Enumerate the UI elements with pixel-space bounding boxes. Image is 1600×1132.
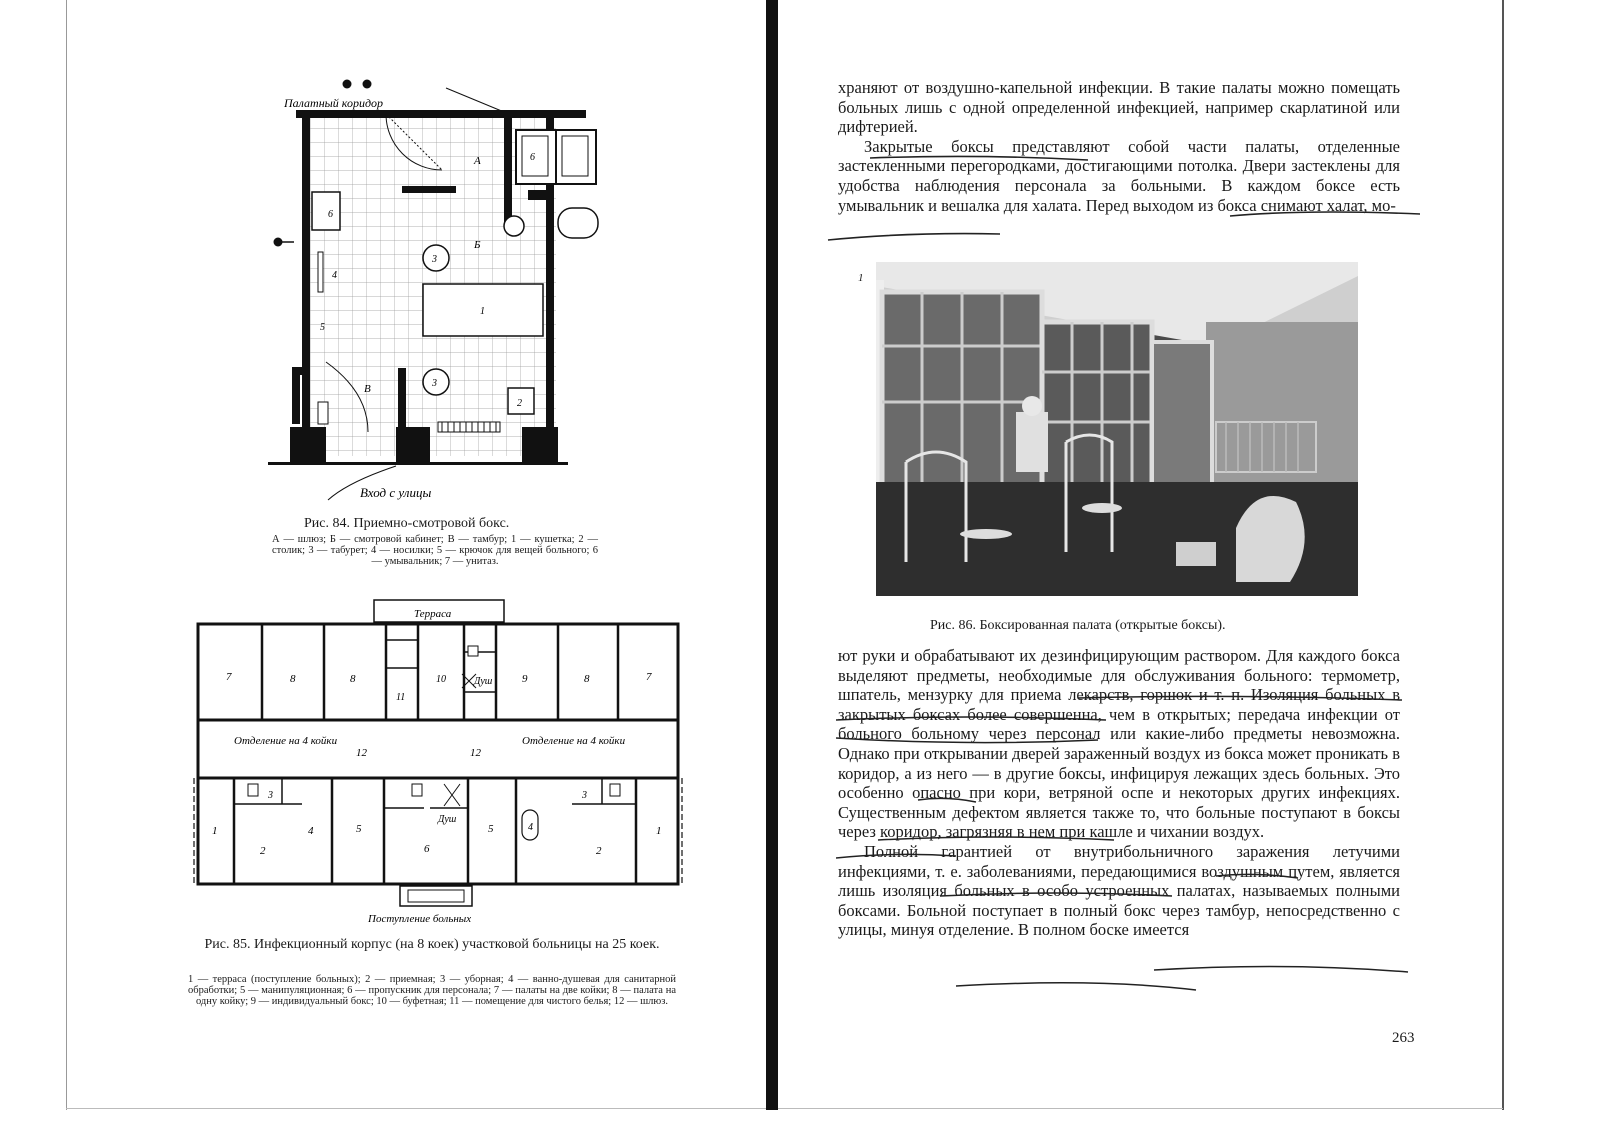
fig84-label-5: 5 xyxy=(320,322,325,333)
fig84-label-3b: 3 xyxy=(432,378,437,389)
fig85-label-shower-bottom: Душ xyxy=(438,814,457,825)
paragraph-3: ют руки и обрабатывают их дезинфицирующим раствором. Для каждого бокса выделяют предметы, необходимые для обслуживания больного: термометр, шпатель, мензурку для приема лекарств, горшок и т. п. Изоляция больных в закрытых боксах более совершенна, чем в открытых; передача инфекции от больного больному через персонал или какие-либо предметы невозможна. Однако при открывании дверей зараженный воздух из бокса может проникать в коридор, а из него — в другие боксы, инфицируя лежащих здесь больных. Это особенно опасно при кори, ветряной оспе и некоторых других инфекциях. Существенным дефектом является также то, что больные поступают в боксы через коридор, загрязняя в нем при кашле и чихании воздух. xyxy=(838,646,1400,842)
fig85-room-3a: 3 xyxy=(268,790,273,801)
fig85-room-7a: 7 xyxy=(226,671,232,683)
fig85-room-5b: 5 xyxy=(488,823,494,835)
fig85-room-9: 9 xyxy=(522,673,528,685)
fig85-caption: Рис. 85. Инфекционный корпус (на 8 коек) участковой больницы на 25 коек. xyxy=(204,937,660,952)
fig85-room-7b: 7 xyxy=(646,671,652,683)
page-edge-right xyxy=(1502,0,1504,1110)
fig85-room-1b: 1 xyxy=(656,825,662,837)
fig85-room-8c: 8 xyxy=(584,673,590,685)
fig84-label-1: 1 xyxy=(480,306,485,317)
book-spine xyxy=(766,0,778,1110)
fig85-room-8a: 8 xyxy=(290,673,296,685)
fig84-floor-plan xyxy=(268,72,628,512)
left-page xyxy=(68,0,764,1108)
fig85-floor-plan xyxy=(192,596,692,936)
fig84-label-3a: 3 xyxy=(432,254,437,265)
page-number: 263 xyxy=(1392,1030,1415,1046)
fig85-label-12a: 12 xyxy=(356,747,367,759)
fig85-room-10: 10 xyxy=(436,674,446,685)
fig85-label-terrace: Терраса xyxy=(414,608,452,620)
fig86-photo-drawing xyxy=(876,262,1358,596)
fig85-label-shower-top: Душ xyxy=(474,676,493,687)
pencil-underlines-bottom xyxy=(836,690,1416,1010)
fig85-room-8b: 8 xyxy=(350,673,356,685)
fig84-label-2: 2 xyxy=(517,398,522,409)
fig85-room-2a: 2 xyxy=(260,845,266,857)
fig86-caption: Рис. 86. Боксированная палата (открытые боксы). xyxy=(930,618,1226,633)
fig85-room-1a: 1 xyxy=(212,825,218,837)
fig85-room-4a: 4 xyxy=(308,825,314,837)
fig84-label-4: 4 xyxy=(332,270,337,281)
fig85-legend: 1 — терраса (поступление больных); 2 — приемная; 3 — уборная; 4 — ванно-душевая для санитарной обработки; 5 — манипуляционная; 6 — пропускник для персонала; 7 — палаты на две койки; 8 — палата на одну койку; 9 — индивидуальный бокс; 10 — буфетная; 11 — помещение для чистого белья; 12 — шлюз. xyxy=(188,974,676,1007)
fig85-label-12b: 12 xyxy=(470,747,481,759)
fig86-photo xyxy=(876,262,1358,596)
fig85-label-dept-left: Отделение на 4 койки xyxy=(234,735,338,747)
pencil-underlines-top xyxy=(820,150,1420,250)
paragraph-4: Полной гарантией от внутрибольничного заражения летучими инфекциями, т. е. заболеваниями, передающимися воздушным путем, является лишь изоляция больных в особо устроенных палатах, называемых полными боксами. Больной поступает в полный бокс через тамбур, непосредственно с улицы, минуя отделение. В полном боске имеется xyxy=(838,841,1400,940)
fig84-label-6b: 6 xyxy=(328,209,333,220)
fig85-label-intake: Поступление больных xyxy=(368,913,472,925)
fig85-room-3b: 3 xyxy=(582,790,587,801)
fig86-number: 1 xyxy=(858,272,864,284)
fig85-room-4b: 4 xyxy=(528,822,533,833)
fig84-label-b: Б xyxy=(474,239,481,251)
page-edge-bottom xyxy=(66,1108,1503,1109)
fig85-label-dept-right: Отделение на 4 койки xyxy=(522,735,626,747)
page-edge-left xyxy=(66,0,67,1110)
fig84-label-6a: 6 xyxy=(530,152,535,163)
fig84-label-a: А xyxy=(474,155,481,167)
fig84-label-v: В xyxy=(364,383,371,395)
fig85-room-6: 6 xyxy=(424,843,430,855)
paragraph-1: храняют от воздушно-капельной инфекции. В такие палаты можно помещать больных лишь с одной определенной инфекцией, например скарлатиной или дифтерией. xyxy=(838,78,1400,137)
fig85-room-11: 11 xyxy=(396,692,406,703)
right-page xyxy=(780,0,1500,1108)
fig84-legend: А — шлюз; Б — смотровой кабинет; В — тамбур; 1 — кушетка; 2 — столик; 3 — табурет; 4 — носилки; 5 — крючок для вещей больного; 6 — умывальник; 7 — унитаз. xyxy=(272,534,598,567)
fig84-caption: Рис. 84. Приемно-смотровой бокс. xyxy=(304,516,510,531)
fig85-room-5a: 5 xyxy=(356,823,362,835)
paragraph-2: Закрытые боксы представляют собой части палаты, отделенные застекленными перегородками, достигающими потолка. Двери застеклены для удобства наблюдения персонала за больными. В каждом боксе есть умывальник и вешалка для халата. Перед выходом из бокса снимают халат, мо- xyxy=(838,136,1400,215)
fig84-label-entrance: Вход с улицы xyxy=(360,485,432,500)
fig85-room-2b: 2 xyxy=(596,845,602,857)
fig84-label-corridor: Палатный коридор xyxy=(284,96,384,110)
